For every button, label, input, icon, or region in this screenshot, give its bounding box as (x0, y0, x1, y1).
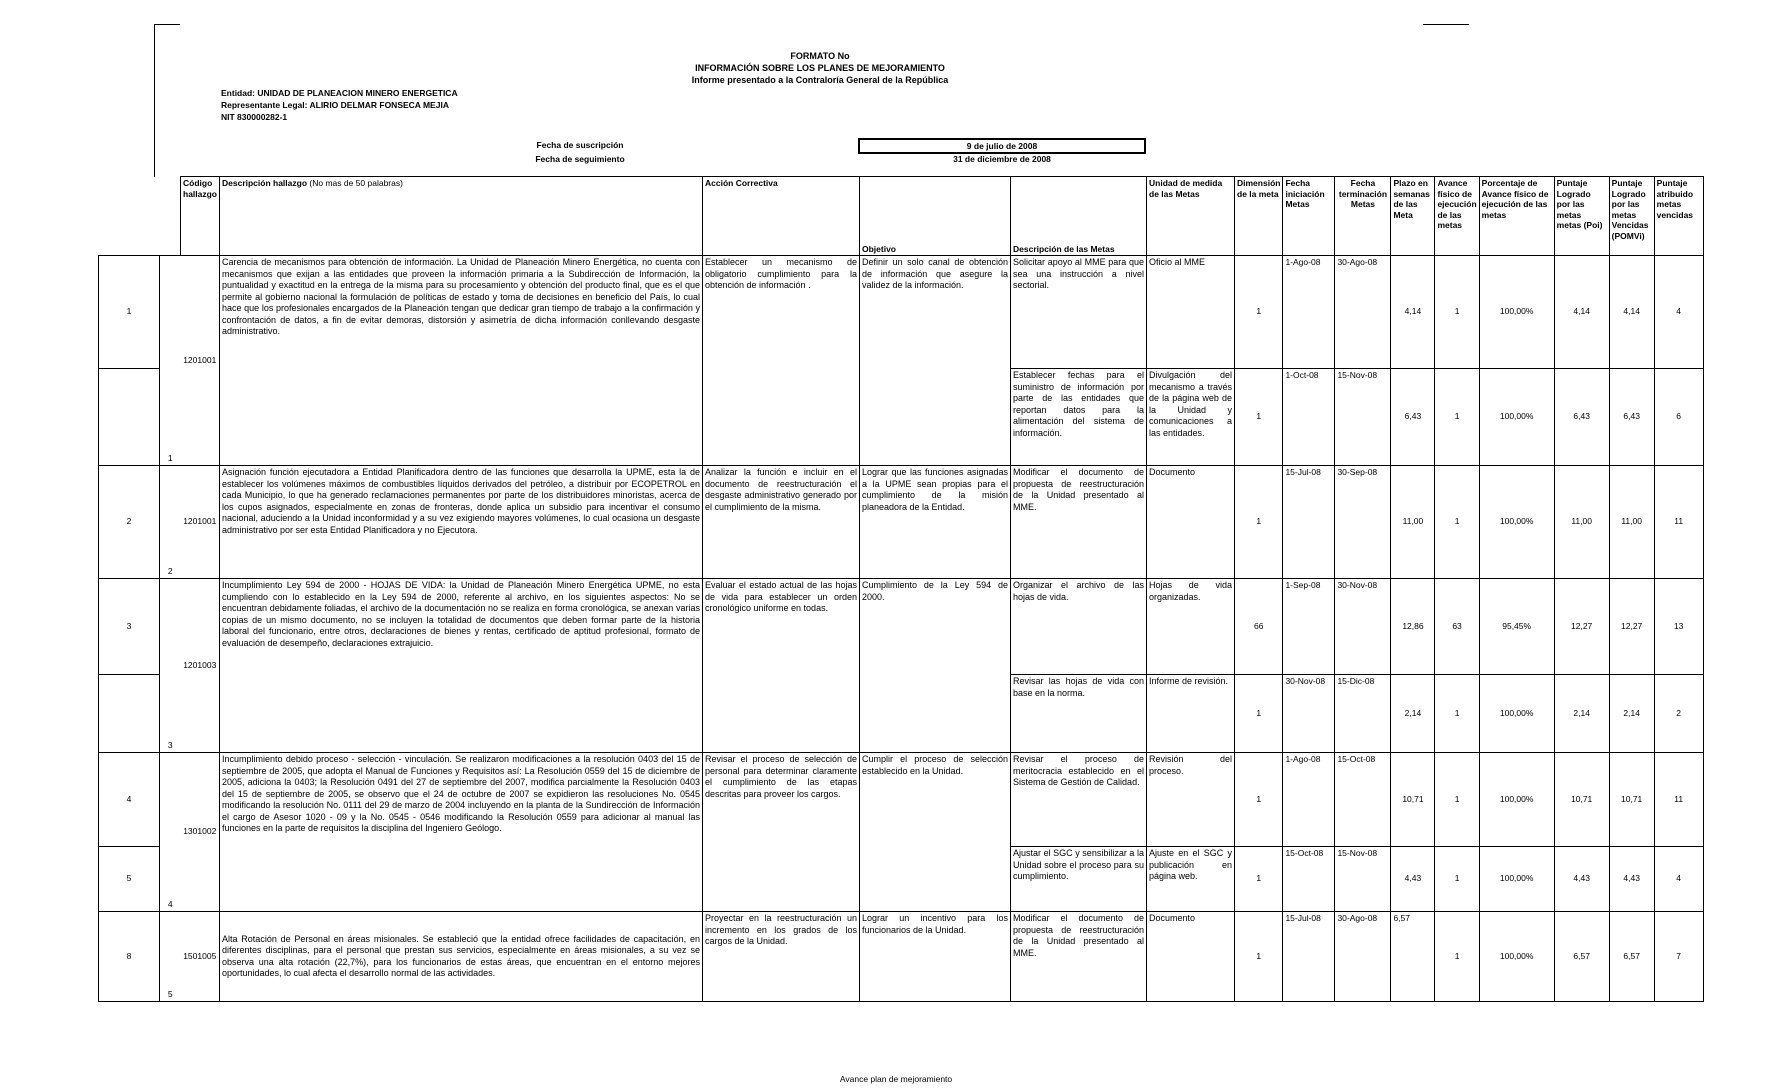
goal-unit: Documento (1147, 466, 1235, 579)
goal-score-poi: 10,71 (1554, 753, 1609, 847)
goal-start-date: 15-Oct-08 (1283, 847, 1335, 912)
finding-seq: 4 (160, 753, 181, 912)
subscription-date-box: 9 de julio de 2008 (858, 138, 1146, 154)
goal-score-attributed: 13 (1654, 579, 1703, 675)
legal-representative: Representante Legal: ALIRIO DELMAR FONSECA MEJIA (221, 100, 449, 110)
form-subtitle: Informe presentado a la Contraloría General de la República (691, 75, 949, 85)
objective: Lograr un incentivo para los funcionarios de la Unidad. (860, 912, 1011, 1002)
row-number: 3 (99, 579, 160, 675)
corrective-action: Establecer un mecanismo de obligatorio cumplimiento para la obtención de información . (703, 256, 860, 466)
goal-percentage: 95,45% (1479, 579, 1554, 675)
goal-start-date: 15-Jul-08 (1283, 466, 1335, 579)
row-number (99, 675, 160, 753)
improvement-plan-table (98, 176, 1704, 1002)
row-number (99, 369, 160, 466)
goal-end-date: 30-Sep-08 (1335, 466, 1391, 579)
corrective-action: Evaluar el estado actual de las hojas de vida para establecer un orden cronológico uniforme en todas. (703, 579, 860, 753)
corrective-action: Revisar el proceso de selección de personal para determinar claramente el cumplimiento de las etapas descritas para proveer los cargos. (703, 753, 860, 912)
col-avance: Avance físico de ejecución de las metas (1435, 177, 1479, 256)
table-row (99, 753, 1704, 847)
form-number: FORMATO No (790, 51, 850, 61)
goal-score-poi: 12,27 (1554, 579, 1609, 675)
row-number: 8 (99, 912, 160, 1002)
finding-description: Incumplimiento Ley 594 de 2000 - HOJAS DE VIDA: la Unidad de Planeación Minero Energética UPME, no esta cumpliendo con lo establecido en la Ley 594 de 2000, referente al archivo, en los siguientes aspectos: No se encuentran debidamente foliadas, el archivo de la documentación no se realiza en forma cronológica, se anexan varias copias de un mismo documento, no se incluyen la totalidad de documentos que deben formar parte de la historia laboral del funcionario, entre otros, declaraciones de bienes y rentas, certificado de aptitud profesional, formato de evaluación de desempeño, declaraciones extrajuicio. (220, 579, 703, 753)
goal-score-pomvi: 4,43 (1609, 847, 1654, 912)
goal-score-attributed: 11 (1654, 753, 1703, 847)
finding-code: 1501005 (181, 912, 220, 1002)
finding-description: Incumplimiento debido proceso - selección - vinculación. Se realizaron modificaciones a la resolución 0403 del 15 de septiembre de 2005, que adopta el Manual de Funciones y Requisitos así: La Resolución 0559 del 15 de diciembre de 2005, adiciona la 0403; la Resolución 0491 del 27 de septiembre del 2007, modifica parcialmente la Resolución 0403 del 15 de septiembre de 2005, se observo que el 24 de octubre de 2007 se expidieron las resoluciones No. 0545 modificando la resolución No. 0111 del 29 de marzo de 2004 incluyendo en la planta de la Sundirección de Información el cargo de Asesor 1020 - 09 y la No. 0545 - 0546 modificando la Resolución 0559 para adicionar al manual las funciones en la parte de requisitos la disciplina del Ingeniero Geólogo. (220, 753, 703, 912)
goal-description: Organizar el archivo de las hojas de vida. (1011, 579, 1147, 675)
goal-description: Ajustar el SGC y sensibilizar a la Unidad sobre el proceso para su cumplimiento. (1011, 847, 1147, 912)
col-codigo: Código hallazgo (181, 177, 220, 256)
goal-start-date: 1-Ago-08 (1283, 256, 1335, 369)
objective: Definir un solo canal de obtención de información que asegure la validez de la información. (860, 256, 1011, 466)
goal-unit: Documento (1147, 912, 1235, 1002)
goal-progress: 1 (1435, 369, 1479, 466)
page-footer: Avance plan de mejoramiento (839, 1074, 953, 1084)
goal-score-poi: 4,14 (1554, 256, 1609, 369)
finding-code: 1201003 (181, 579, 220, 753)
goal-weeks: 11,00 (1391, 466, 1435, 579)
goal-score-pomvi: 2,14 (1609, 675, 1654, 753)
table-row (99, 579, 1704, 675)
goal-end-date: 15-Nov-08 (1335, 847, 1391, 912)
goal-score-poi: 6,57 (1554, 912, 1609, 1002)
goal-progress: 1 (1435, 466, 1479, 579)
goal-percentage: 100,00% (1479, 912, 1554, 1002)
finding-description: Asignación función ejecutadora a Entidad Planificadora dentro de las funciones que desarrolla la UPME, esta la de establecer los volúmenes máximos de combustibles líquidos derivados del petróleo, a distribuir por ECOPETROL en cada Municipio, lo que ha generado reclamaciones permanentes por parte de los distribuidores minoristas, acerca de los cupos asignados, especialmente en zonas de fronteras, donde aplica un subsidio para incentivar el consumo nacional, aduciendo a la Unidad inconformidad y a su vez exigiendo mayores volúmenes, lo cual ocasiona un desgaste administrativo por ser esta Entidad Planificadora y no Ejecutora. (220, 466, 703, 579)
goal-unit: Oficio al MME (1147, 256, 1235, 369)
goal-end-date: 30-Nov-08 (1335, 579, 1391, 675)
col-unidad: Unidad de medida de las Metas (1147, 177, 1235, 256)
goal-description: Solicitar apoyo al MME para que sea una instrucción a nivel sectorial. (1011, 256, 1147, 369)
followup-date: 31 de diciembre de 2008 (953, 154, 1051, 164)
followup-date-label: Fecha de seguimiento (535, 154, 625, 164)
goal-dimension: 1 (1235, 466, 1283, 579)
goal-weeks: 12,86 (1391, 579, 1435, 675)
goal-start-date: 1-Ago-08 (1283, 753, 1335, 847)
finding-seq: 3 (160, 579, 181, 753)
col-plazo: Plazo en semanas de las Meta (1391, 177, 1435, 256)
row-number: 2 (99, 466, 160, 579)
goal-description: Revisar el proceso de meritocracia establecido en el Sistema de Gestión de Calidad. (1011, 753, 1147, 847)
finding-seq: 2 (160, 466, 181, 579)
goal-description: Revisar las hojas de vida con base en la norma. (1011, 675, 1147, 753)
finding-seq: 1 (160, 256, 181, 466)
goal-progress: 1 (1435, 912, 1479, 1002)
goal-weeks: 2,14 (1391, 675, 1435, 753)
finding-code: 1201001 (181, 466, 220, 579)
finding-seq: 5 (160, 912, 181, 1002)
goal-percentage: 100,00% (1479, 753, 1554, 847)
subscription-date-label: Fecha de suscripción (536, 140, 624, 150)
goal-end-date: 30-Ago-08 (1335, 256, 1391, 369)
goal-score-poi: 2,14 (1554, 675, 1609, 753)
goal-dimension: 1 (1235, 753, 1283, 847)
col-desc-metas: Descripción de las Metas (1011, 177, 1147, 256)
row-number: 5 (99, 847, 160, 912)
goal-score-pomvi: 6,43 (1609, 369, 1654, 466)
goal-score-pomvi: 10,71 (1609, 753, 1654, 847)
goal-score-pomvi: 11,00 (1609, 466, 1654, 579)
nit-number: NIT 830000282-1 (221, 112, 288, 122)
goal-progress: 1 (1435, 847, 1479, 912)
goal-description: Modificar el documento de propuesta de reestructuración de la Unidad presentado al MME. (1011, 912, 1147, 1002)
objective: Cumplimiento de la Ley 594 de 2000. (860, 579, 1011, 753)
goal-score-pomvi: 12,27 (1609, 579, 1654, 675)
goal-dimension: 1 (1235, 675, 1283, 753)
goal-score-attributed: 7 (1654, 912, 1703, 1002)
table-row (99, 912, 1704, 1002)
goal-score-pomvi: 6,57 (1609, 912, 1654, 1002)
table-row (99, 466, 1704, 579)
goal-percentage: 100,00% (1479, 369, 1554, 466)
goal-start-date: 1-Sep-08 (1283, 579, 1335, 675)
objective: Lograr que las funciones asignadas a la UPME sean propias para el cumplimiento de la misión planeadora de la Entidad. (860, 466, 1011, 579)
goal-dimension: 1 (1235, 847, 1283, 912)
finding-code: 1301002 (181, 753, 220, 912)
goal-progress: 1 (1435, 675, 1479, 753)
goal-weeks: 6,43 (1391, 369, 1435, 466)
finding-description: Alta Rotación de Personal en áreas misionales. Se estableció que la entidad ofrece facilidades de capacitación, en diferentes disciplinas, para el personal que prestan sus servicios, especialmente en áreas misionales, a su vez se observa una alta rotación (22,7%), para los funcionarios de estas áreas, que encuentran en el entorno mejores oportunidades, lo cual afecta el desarrollo normal de las actividades. (220, 912, 703, 1002)
goal-unit: Ajuste en el SGC y publicación en página web. (1147, 847, 1235, 912)
goal-end-date: 30-Ago-08 (1335, 912, 1391, 1002)
goal-score-attributed: 2 (1654, 675, 1703, 753)
col-accion: Acción Correctiva (703, 177, 860, 256)
goal-percentage: 100,00% (1479, 675, 1554, 753)
goal-weeks: 6,57 (1391, 912, 1435, 1002)
goal-start-date: 15-Jul-08 (1283, 912, 1335, 1002)
goal-dimension: 66 (1235, 579, 1283, 675)
row-number: 1 (99, 256, 160, 369)
goal-progress: 63 (1435, 579, 1479, 675)
goal-start-date: 1-Oct-08 (1283, 369, 1335, 466)
finding-description: Carencia de mecanismos para obtención de información. La Unidad de Planeación Minero Energética, no cuenta con mecanismos que exijan a las entidades que proveen la información primaria a la Subdirección de Información, la puntualidad y exactitud en la entrega de la misma para su procesamiento y obtención del producto final, que es el que permite al gobierno nacional la formulación de políticas de estado y toma de decisiones en beneficio del País, lo cual hace que los profesionales encargados de la Planeación tengan que dedicar gran tiempo de trabajo a la confirmación y confrontación de datos, a fin de evitar demoras, distorsión y asimetría de dicha información conllevando desgaste administrativo. (220, 256, 703, 466)
goal-score-pomvi: 4,14 (1609, 256, 1654, 369)
col-objetivo: Objetivo (860, 177, 1011, 256)
goal-end-date: 15-Nov-08 (1335, 369, 1391, 466)
col-atribuido: Puntaje atribuido metas vencidas (1654, 177, 1703, 256)
goal-percentage: 100,00% (1479, 466, 1554, 579)
table-header-row (99, 177, 1704, 256)
col-pomvi: Puntaje Logrado por las metas Vencidas (POMVi) (1609, 177, 1654, 256)
finding-code: 1201001 (181, 256, 220, 466)
col-fecha-ini: Fecha iniciación Metas (1283, 177, 1335, 256)
entity-name: Entidad: UNIDAD DE PLANEACION MINERO ENERGETICA (221, 88, 458, 98)
table-row (99, 256, 1704, 369)
goal-score-attributed: 4 (1654, 847, 1703, 912)
goal-score-poi: 4,43 (1554, 847, 1609, 912)
goal-percentage: 100,00% (1479, 256, 1554, 369)
goal-dimension: 1 (1235, 369, 1283, 466)
col-poi: Puntaje Logrado por las metas metas (Poi) (1554, 177, 1609, 256)
goal-weeks: 4,14 (1391, 256, 1435, 369)
goal-weeks: 10,71 (1391, 753, 1435, 847)
corrective-action: Proyectar en la reestructuración un incremento en los grados de los cargos de la Unidad. (703, 912, 860, 1002)
goal-score-poi: 11,00 (1554, 466, 1609, 579)
goal-score-attributed: 11 (1654, 466, 1703, 579)
goal-description: Establecer fechas para el suministro de información por parte de las entidades que reportan datos para la alimentación del sistema de información. (1011, 369, 1147, 466)
goal-percentage: 100,00% (1479, 847, 1554, 912)
corner-mark-right (1423, 24, 1469, 25)
goal-score-poi: 6,43 (1554, 369, 1609, 466)
corner-mark-vertical (154, 24, 155, 177)
goal-unit: Revisión del proceso. (1147, 753, 1235, 847)
goal-start-date: 30-Nov-08 (1283, 675, 1335, 753)
goal-end-date: 15-Dic-08 (1335, 675, 1391, 753)
goal-unit: Divulgación del mecanismo a través de la página web de la Unidad y comunicaciones a las entidades. (1147, 369, 1235, 466)
goal-end-date: 15-Oct-08 (1335, 753, 1391, 847)
goal-progress: 1 (1435, 256, 1479, 369)
goal-score-attributed: 6 (1654, 369, 1703, 466)
goal-description: Modificar el documento de propuesta de reestructuración de la Unidad presentado al MME. (1011, 466, 1147, 579)
col-descripcion: Descripción hallazgo (No mas de 50 palabras) (220, 177, 703, 256)
goal-progress: 1 (1435, 753, 1479, 847)
corrective-action: Analizar la función e incluir en el documento de reestructuración el desgaste administrativo generado por el cumplimiento de la misma. (703, 466, 860, 579)
goal-weeks: 4,43 (1391, 847, 1435, 912)
col-porcentaje: Porcentaje de Avance físico de ejecución de las metas (1479, 177, 1554, 256)
goal-dimension: 1 (1235, 912, 1283, 1002)
row-number: 4 (99, 753, 160, 847)
corner-mark-horizontal (154, 24, 180, 25)
col-fecha-fin: Fecha terminación Metas (1335, 177, 1391, 256)
goal-unit: Hojas de vida organizadas. (1147, 579, 1235, 675)
col-dimension: Dimensión de la meta (1235, 177, 1283, 256)
goal-unit: Informe de revisión. (1147, 675, 1235, 753)
form-title: INFORMACIÓN SOBRE LOS PLANES DE MEJORAMIENTO (695, 63, 945, 73)
goal-score-attributed: 4 (1654, 256, 1703, 369)
goal-dimension: 1 (1235, 256, 1283, 369)
objective: Cumplir el proceso de selección establecido en la Unidad. (860, 753, 1011, 912)
